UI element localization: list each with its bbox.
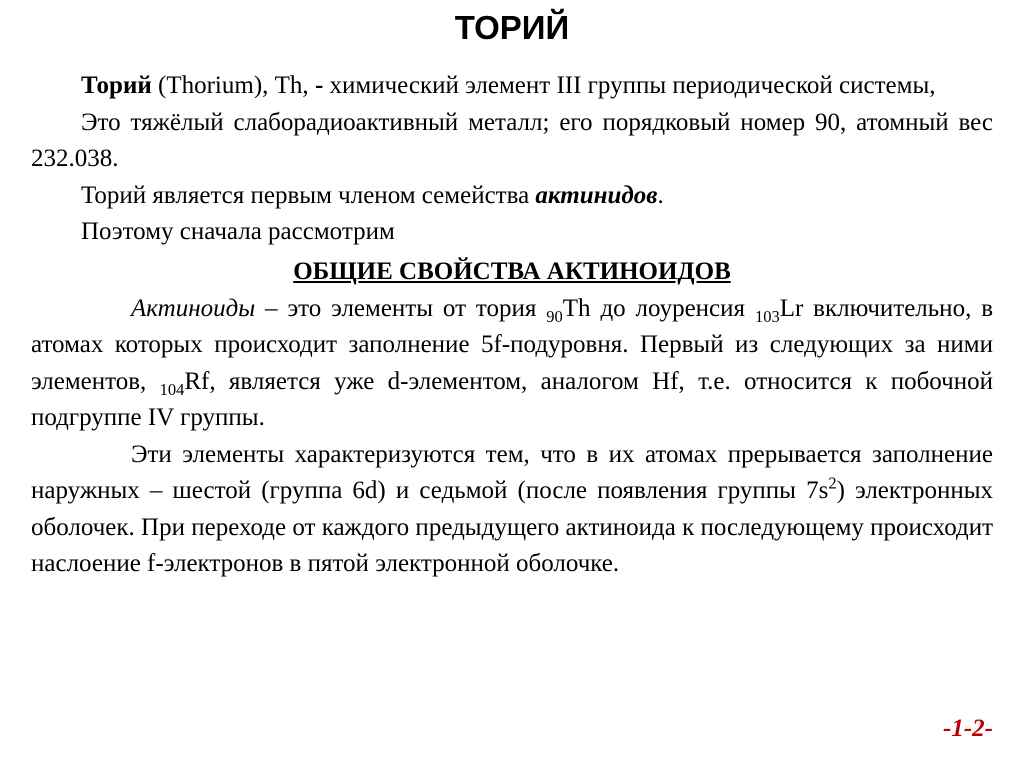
thorium-symbol (546, 294, 591, 326)
section-paragraph-2 (31, 437, 993, 583)
lawrencium-atomic-number: 103 (754, 306, 780, 326)
section-p2-text-1: Эти элементы характеризуются тем, что в их атомах прерывается заполнение наружных – шестой (группа 6d) и седьмой (после появления группы 7s (31, 440, 993, 504)
lawrencium-symbol-text: Lr (779, 294, 804, 322)
page-number: -1-2- (943, 715, 993, 742)
actinides-term: актинидов (535, 181, 658, 209)
intro-paragraph-4: Поэтому сначала рассмотрим (81, 218, 395, 245)
section-p1-text-3: включительно, в атомах которых происходит заполнение 5f-подуровня. Первый из следующих за ними элементов, (31, 294, 994, 395)
section-p2-text-2: ) электронных оболочек. При переходе от каждого предыдущего актиноида к последующему происходит наслоение f-электронов в пятой электронной оболочке. (31, 477, 994, 577)
intro-p1-text: (Thorium), Th, (151, 72, 315, 99)
section-p1-text-1: – это элементы от тория (255, 294, 547, 322)
section-p1-text-2: до лоуренсия (590, 294, 755, 322)
rutherfordium-symbol (159, 367, 210, 399)
intro-paragraph-2: Это тяжёлый слаборадиоактивный металл; его порядковый номер 90, атомный вес 232.038. (31, 108, 993, 172)
lawrencium-symbol (754, 294, 804, 326)
slide-title: ТОРИЙ (454, 9, 570, 46)
rutherfordium-symbol-text: Rf (184, 367, 210, 395)
thorium-symbol-text: Th (562, 294, 591, 322)
thorium-atomic-number: 90 (546, 306, 563, 326)
actinoids-term: Актиноиды (131, 294, 256, 322)
orbital-superscript: 2 (828, 473, 837, 493)
rutherfordium-atomic-number: 104 (159, 379, 185, 399)
intro-paragraph-1 (31, 68, 993, 105)
section-heading: ОБЩИЕ СВОЙСТВА АКТИНОИДОВ (293, 257, 731, 285)
section-p1-text-4: , является уже d-элементом, аналогом Hf, т.е. относится к побочной подгруппе IV группы. (31, 367, 993, 431)
slide-body (31, 68, 993, 583)
section-paragraph-1 (31, 291, 993, 437)
intro-p1-rest: химический элемент III группы периодической системы, (323, 72, 936, 99)
thorium-term: Торий (81, 72, 152, 99)
intro-p3-text: Торий является первым членом семейства (81, 181, 536, 209)
intro-p3-end: . (657, 181, 664, 209)
intro-p1-dash: - (314, 72, 324, 99)
intro-paragraph-3 (31, 178, 993, 215)
